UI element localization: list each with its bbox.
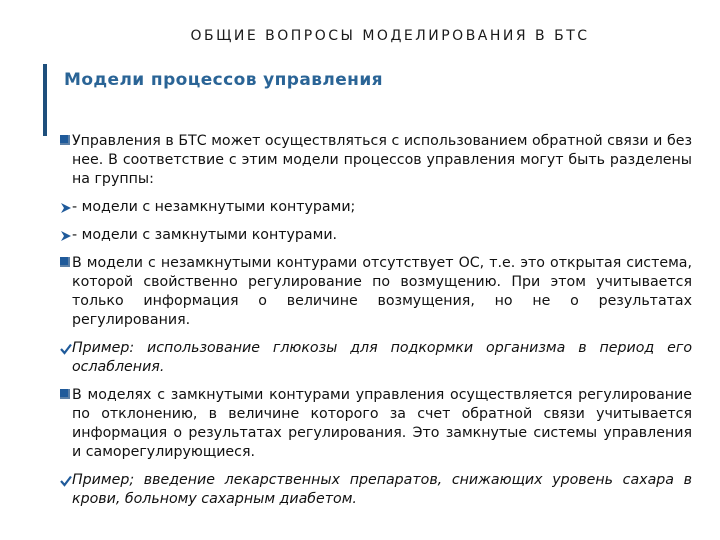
list-item (60, 471, 692, 509)
list-item-text: - модели с замкнутыми контурами. (72, 227, 338, 243)
square-bullet-icon (60, 389, 70, 399)
arrow-bullet-icon (60, 202, 71, 213)
list-item (60, 132, 692, 189)
checkmark-bullet-icon (60, 343, 71, 354)
list-item-text: В модели с незамкнутыми контурами отсутствует ОС, т.е. это открытая система, которой свойственно регулирование по возмущению. При этом учитывается только информация о величине возмущения, но не о результатах регулирования. (72, 255, 692, 328)
list-item (60, 198, 692, 217)
arrow-bullet-icon (60, 230, 71, 241)
slide-subtitle: Модели процессов управления (64, 70, 383, 90)
checkmark-bullet-icon (60, 475, 71, 486)
list-item-text: - модели с незамкнутыми контурами; (72, 199, 356, 215)
list-item (60, 339, 692, 377)
list-item (60, 386, 692, 462)
accent-bar (43, 64, 47, 136)
list-item (60, 226, 692, 245)
list-item-text: В моделях с замкнутыми контурами управления осуществляется регулирование по отклонению, в величине которого за счет обратной связи учитывается информация о результатах регулирования. Это замкнутые системы управления и саморегулирующиеся. (72, 387, 692, 460)
square-bullet-icon (60, 135, 70, 145)
list-item-text: Пример: использование глюкозы для подкормки организма в период его ослабления. (72, 340, 692, 375)
content-list (60, 132, 692, 518)
square-bullet-icon (60, 257, 70, 267)
list-item-text: Пример; введение лекарственных препаратов, снижающих уровень сахара в крови, больному сахарным диабетом. (72, 472, 692, 507)
list-item-text: Управления в БТС может осуществляться с использованием обратной связи и без нее. В соответствие с этим модели процессов управления могут быть разделены на группы: (72, 133, 692, 187)
list-item (60, 254, 692, 330)
slide-header: ОБЩИЕ ВОПРОСЫ МОДЕЛИРОВАНИЯ В БТС (190, 28, 590, 44)
